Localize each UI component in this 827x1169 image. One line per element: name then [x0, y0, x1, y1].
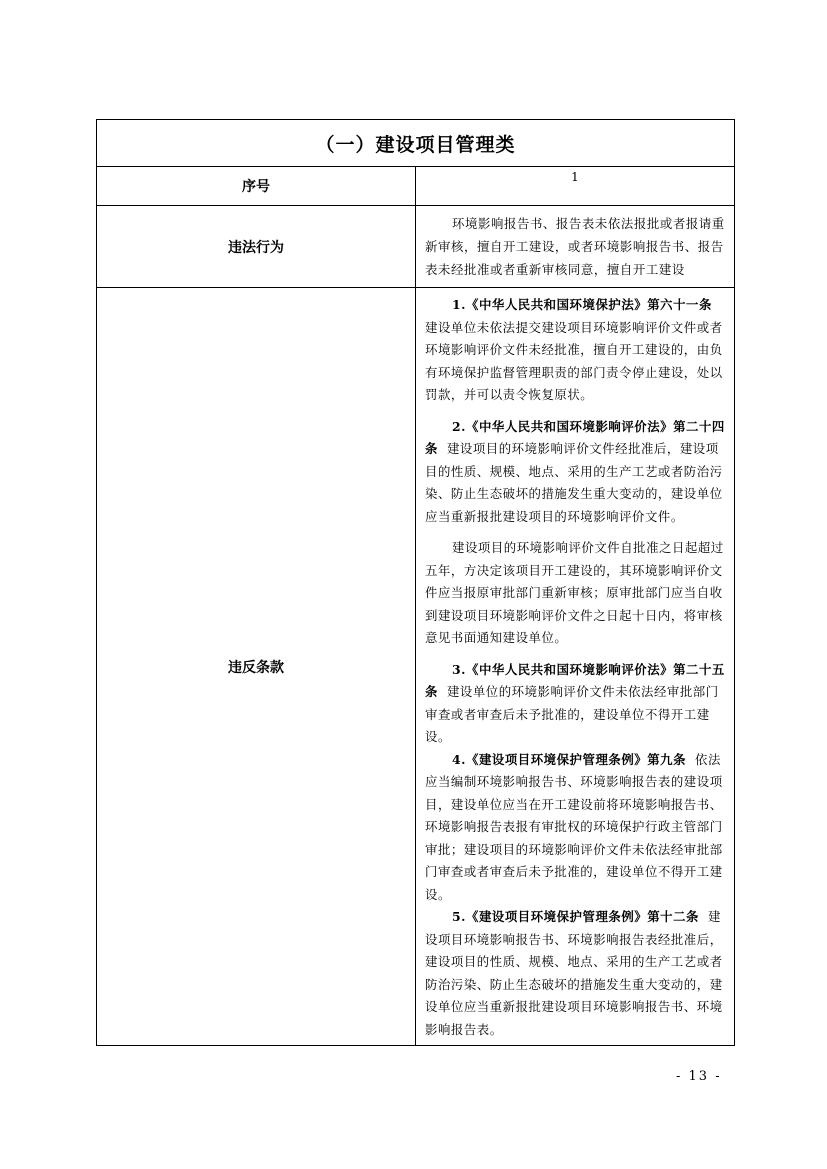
provision-text: 建设单位的环境影响评价文件未依法经审批部门审查或者审查后未予批准的，建设单位不得开工建设。 [425, 684, 719, 744]
provision-text: 建设项目的环境影响评价文件自批准之日起超过五年，方决定该项目开工建设的，其环境影响评价文件应当报原审批部门重新审核；原审批部门应当自收到建设项目环境影响评价文件之日起十日内，将审核意见书面通知建设单位。 [425, 540, 724, 645]
provision-lead: 1.《中华人民共和国环境保护法》第六十一条 [452, 297, 712, 312]
regulation-table [96, 119, 735, 1046]
seq-value: 1 [416, 167, 735, 206]
provision-text: 建设项目的环境影响评价文件经批准后，建设项目的性质、规模、地点、采用的生产工艺或者防治污染、防止生态破坏的措施发生重大变动的，建设单位应当重新报批建设项目的环境影响评价文件。 [425, 441, 723, 524]
provisions-label: 违反条款 [97, 288, 416, 1046]
provision-text: 建设单位未依法提交建设项目环境影响评价文件或者环境影响评价文件未经批准，擅自开工建设的，由负有环境保护监督管理职责的部门责令停止建设，处以罚款，并可以责令恢复原状。 [425, 319, 723, 402]
provision-paragraph [425, 416, 726, 529]
provision-lead: 3.《中华人民共和国环境影响评价法》第二十五条 [425, 661, 725, 699]
provision-lead: 5.《建设项目环境保护管理条例》第十二条 [452, 909, 699, 924]
provision-paragraph [425, 294, 726, 407]
page-number: - 13 - [676, 1069, 722, 1084]
provision-text: 依法应当编制环境影响报告书、环境影响报告表的建设项目，建设单位应当在开工建设前将环境影响报告书、环境影响报告表报有审批权的环境保护行政主管部门审批；建设项目的环境影响评价文件未依法经审批部门审查或者审查后未予批准的，建设单位不得开工建设。 [425, 751, 723, 902]
provision-paragraph [425, 749, 726, 907]
provision-lead: 2.《中华人民共和国环境影响评价法》第二十四条 [425, 418, 725, 456]
seq-label: 序号 [97, 167, 416, 206]
provision-text: 建设项目环境影响报告书、环境影响报告表经批准后，建设项目的性质、规模、地点、采用的生产工艺或者防治污染、防止生态破坏的措施发生重大变动的，建设单位应当重新报批建设项目环境影响报告书、环境影响报告表。 [425, 909, 723, 1037]
provision-lead: 4.《建设项目环境保护管理条例》第九条 [452, 751, 687, 767]
provision-paragraph [425, 537, 726, 650]
behavior-text: 环境影响报告书、报告表未依法报批或者报请重新审核，擅自开工建设，或者环境影响报告书、报告表未经批准或者重新审核同意，擅自开工建设 [416, 206, 735, 288]
provision-paragraph [425, 906, 726, 1041]
behavior-label: 违法行为 [97, 206, 416, 288]
table-title: （一）建设项目管理类 [97, 120, 735, 167]
provisions-cell [416, 288, 735, 1046]
provision-paragraph [425, 659, 726, 749]
